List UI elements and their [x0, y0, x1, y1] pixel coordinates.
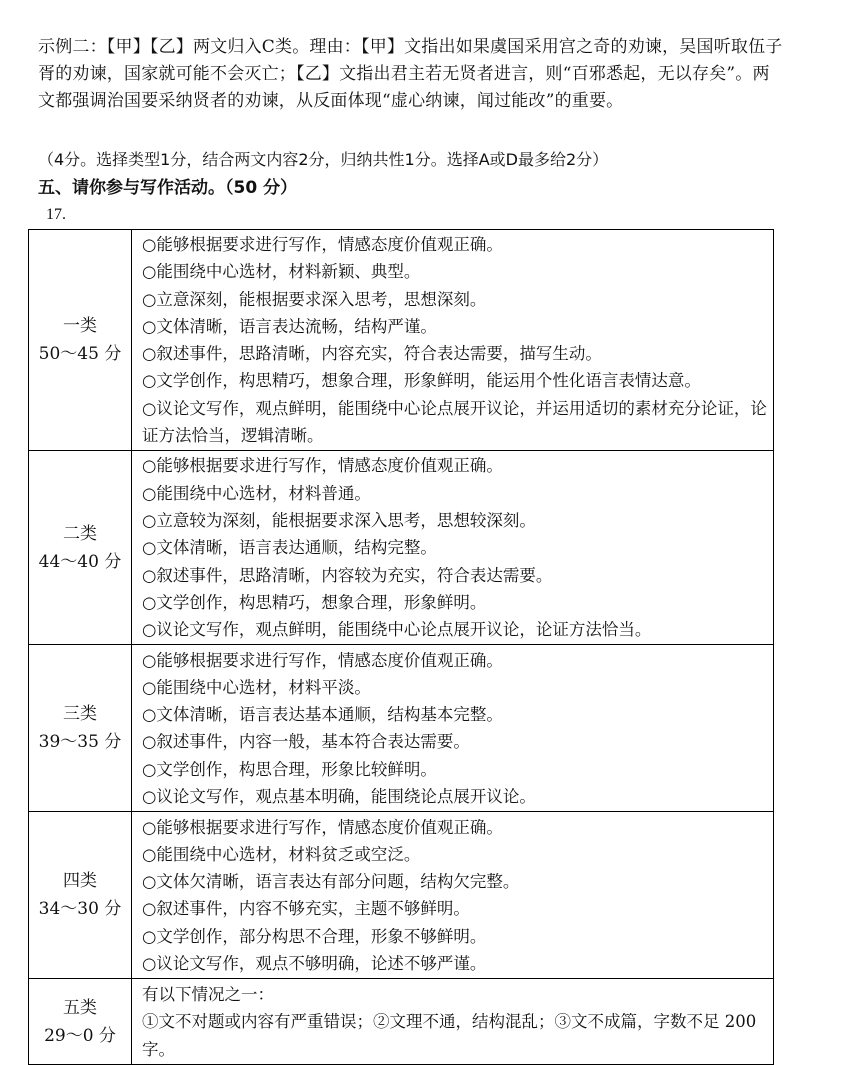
- criterion: ○议论文写作，观点鲜明，能围绕中心论点展开议论，论证方法恰当。: [142, 620, 652, 640]
- criteria-cell: [132, 230, 774, 451]
- score-range: 34～30 分: [38, 899, 122, 920]
- category-cell: [29, 812, 132, 979]
- criterion: ○能够根据要求进行写作，情感态度价值观正确。: [142, 650, 503, 670]
- category-name: 一类: [63, 316, 97, 337]
- criterion: ○叙述事件，内容一般，基本符合表达需要。: [142, 732, 470, 752]
- rubric-row-class-5: [29, 979, 774, 1065]
- example-two-paragraph: 示例二：【甲】【乙】两文归入C类。理由：【甲】文指出如果虞国采用宫之奇的劝谏，吴国听取伍子胥的劝谏，国家就可能不会灭亡；【乙】文指出君主若无贤者进言，则“百邪悉起，无以存矣”。两文都强调治国要采纳贤者的劝谏，从反面体现“虚心纳谏，闻过能改”的重要。: [38, 37, 783, 111]
- writing-rubric-table: [28, 229, 774, 1065]
- criterion: ○能围绕中心选材，材料新颖、典型。: [142, 262, 421, 282]
- rubric-row-class-4: [29, 812, 774, 979]
- criteria-cell: [132, 645, 774, 812]
- score-range: 50～45 分: [38, 344, 122, 365]
- criterion: ①文不对题或内容有严重错误；②文理不通，结构混乱；③文不成篇，字数不足 200 字。: [142, 1012, 757, 1059]
- criterion: ○文体欠清晰，语言表达有部分问题，结构欠完整。: [142, 872, 520, 892]
- criterion: ○议论文写作，观点鲜明，能围绕中心论点展开议论，并运用适切的素材充分论证，论证方法恰当，逻辑清晰。: [142, 398, 767, 446]
- criterion: ○文学创作，构思精巧，想象合理，形象鲜明。: [142, 592, 487, 612]
- category-name: 五类: [63, 997, 97, 1018]
- category-cell: [29, 451, 132, 645]
- criterion: ○议论文写作，观点不够明确，论述不够严谨。: [142, 954, 487, 974]
- criterion: ○能围绕中心选材，材料普通。: [142, 483, 371, 503]
- criterion: ○叙述事件，内容不够充实，主题不够鲜明。: [142, 899, 470, 919]
- criteria-cell: [132, 979, 774, 1065]
- score-range: 29～0 分: [44, 1025, 116, 1046]
- criteria-cell: [132, 812, 774, 979]
- criterion: ○文学创作，部分构思不合理，形象不够鲜明。: [142, 926, 487, 946]
- criterion: ○叙述事件，思路清晰，内容较为充实，符合表达需要。: [142, 565, 553, 585]
- criterion: ○能够根据要求进行写作，情感态度价值观正确。: [142, 456, 503, 476]
- category-cell: [29, 645, 132, 812]
- criterion: ○文体清晰，语言表达基本通顺，结构基本完整。: [142, 705, 503, 725]
- category-cell: [29, 230, 132, 451]
- criterion: ○能够根据要求进行写作，情感态度价值观正确。: [142, 235, 503, 254]
- criterion: ○能围绕中心选材，材料贫乏或空泛。: [142, 844, 421, 864]
- criterion: ○文体清晰，语言表达通顺，结构完整。: [142, 538, 437, 558]
- criteria-cell: [132, 451, 774, 645]
- score-range: 39～35 分: [38, 732, 122, 753]
- criterion: ○文学创作，构思精巧，想象合理，形象鲜明，能运用个性化语言表情达意。: [142, 371, 701, 391]
- scoring-note: （4分。选择类型1分，结合两文内容2分，归纳共性1分。选择A或D最多给2分）: [38, 150, 609, 169]
- criterion: ○立意较为深刻，能根据要求深入思考，思想较深刻。: [142, 510, 536, 530]
- criterion: ○能围绕中心选材，材料平淡。: [142, 677, 371, 697]
- score-range: 44～40 分: [38, 551, 122, 572]
- criterion: ○能够根据要求进行写作，情感态度价值观正确。: [142, 817, 503, 837]
- question-number: 17.: [46, 206, 66, 223]
- criterion: ○议论文写作，观点基本明确，能围绕论点展开议论。: [142, 787, 536, 807]
- criterion: ○叙述事件，思路清晰，内容充实，符合表达需要，描写生动。: [142, 344, 602, 364]
- section-five-title: 五、请你参与写作活动。（50 分）: [38, 178, 298, 198]
- rubric-row-class-3: [29, 645, 774, 812]
- rubric-row-class-1: [29, 230, 774, 451]
- rubric-row-class-2: [29, 451, 774, 645]
- category-name: 二类: [63, 523, 97, 544]
- category-cell: [29, 979, 132, 1065]
- criterion: ○文体清晰，语言表达流畅，结构严谨。: [142, 316, 437, 336]
- category-name: 三类: [63, 704, 97, 725]
- criterion: ○立意深刻，能根据要求深入思考，思想深刻。: [142, 289, 487, 309]
- criterion: ○文学创作，构思合理，形象比较鲜明。: [142, 759, 437, 779]
- criterion: 有以下情况之一：: [142, 985, 274, 1004]
- category-name: 四类: [63, 871, 97, 892]
